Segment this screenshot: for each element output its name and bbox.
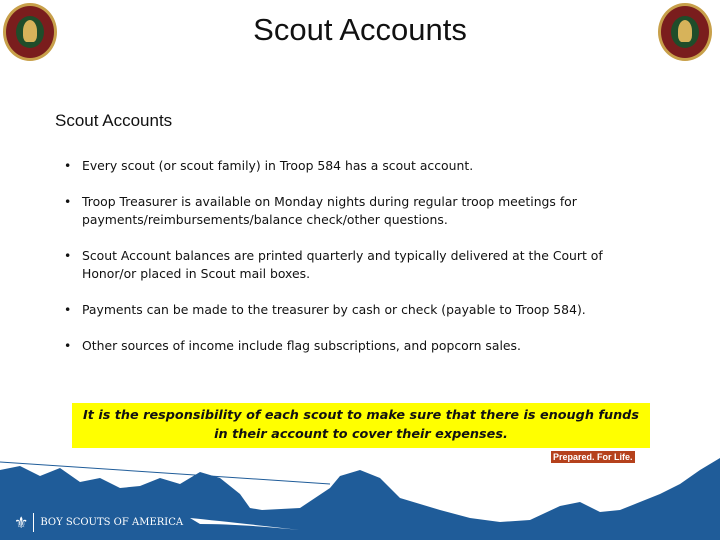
slide-title: Scout Accounts: [253, 12, 467, 47]
bsa-name: BOY SCOUTS OF AMERICA: [40, 517, 184, 528]
bullet-item: • Other sources of income include flag subscriptions, and popcorn sales.: [64, 337, 604, 355]
content-subtitle: Scout Accounts: [55, 111, 173, 130]
bullet-list: [64, 157, 604, 373]
prepared-for-life-tagline: Prepared. For Life.: [553, 452, 633, 462]
bullet-item: • Scout Account balances are printed quarterly and typically delivered at the Court of Honor/or placed in Scout mail boxes.: [64, 247, 604, 283]
bullet-item: • Payments can be made to the treasurer by cash or check (payable to Troop 584).: [64, 301, 604, 319]
bullet-item: • Troop Treasurer is available on Monday nights during regular troop meetings for payments/reimbursements/balance check/other questions.: [64, 193, 604, 229]
responsibility-callout: It is the responsibility of each scout to make sure that there is enough funds in their account to cover their expenses.: [72, 403, 650, 448]
fleur-de-lis-icon: ⚜: [14, 513, 34, 532]
bullet-item: • Every scout (or scout family) in Troop 584 has a scout account.: [64, 157, 604, 175]
bsa-logo: [14, 513, 183, 532]
